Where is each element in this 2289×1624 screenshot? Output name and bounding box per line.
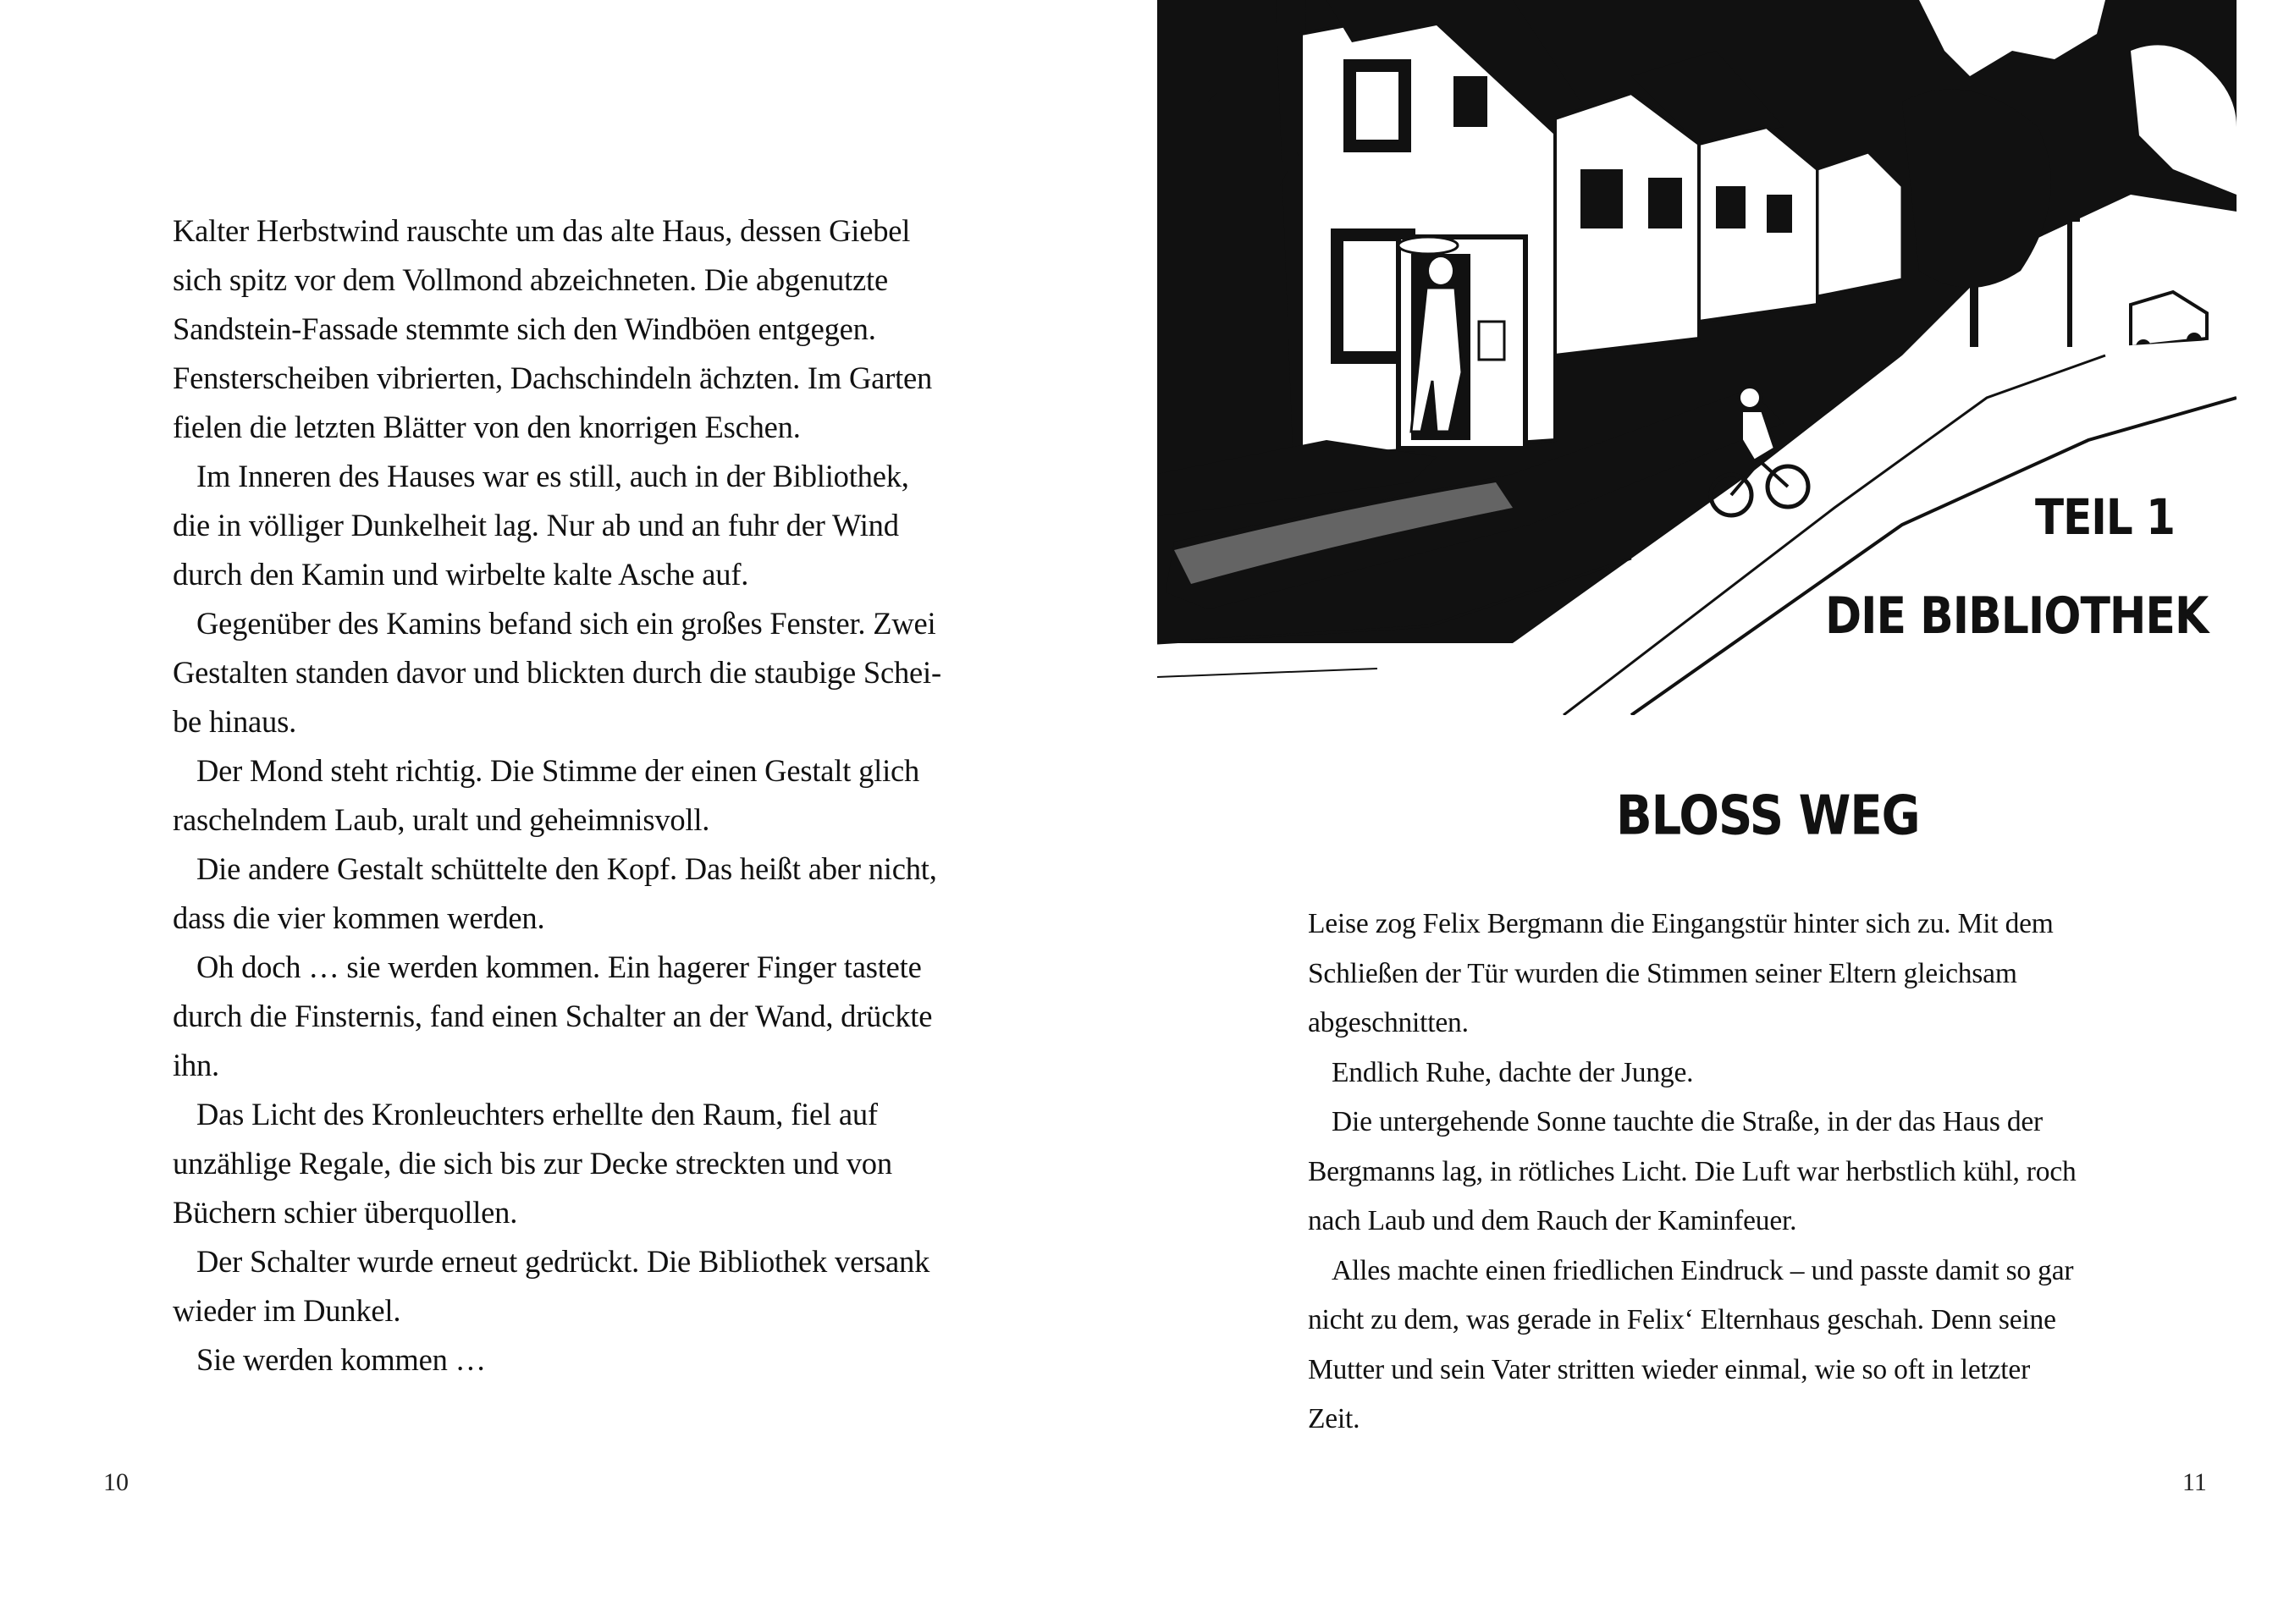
paragraph (173, 1335, 1011, 1385)
text-line: Sie werden kommen … (196, 1342, 486, 1377)
text-line: Im Inneren des Hauses war es still, auch in der Bibliothek, (196, 459, 909, 493)
text-line: Oh doch … sie werden kommen. Ein hagerer Finger tastete (196, 950, 922, 984)
text-line: Zeit. (1308, 1403, 1360, 1434)
left-body-text (173, 206, 1011, 1385)
text-line: Gegenüber des Kamins befand sich ein großes Fenster. Zwei (196, 606, 936, 641)
text-line: nicht zu dem, was gerade in Felix‘ Elternhaus geschah. Denn seine (1308, 1304, 2056, 1335)
text-line: Endlich Ruhe, dachte der Junge. (1332, 1056, 1694, 1088)
text-line: raschelndem Laub, uralt und geheimnisvoll. (173, 802, 710, 837)
part-title: DIE BIBLIOTHEK (1825, 587, 2209, 646)
text-line: wieder im Dunkel. (173, 1293, 401, 1328)
text-line: Leise zog Felix Bergmann die Eingangstür hinter sich zu. Mit dem (1308, 908, 2054, 939)
paragraph (173, 1090, 1011, 1237)
text-line: Mutter und sein Vater stritten wieder einmal, wie so oft in letzter (1308, 1353, 2031, 1385)
text-line: ihn. (173, 1048, 219, 1082)
text-line: Büchern schier überquollen. (173, 1195, 518, 1230)
text-line: Sandstein-Fassade stemmte sich den Windböen entgegen. (173, 311, 876, 346)
text-line: dass die vier kommen werden. (173, 900, 545, 935)
chapter-title: BLOSS WEG (1616, 784, 1920, 848)
text-line: unzählige Regale, die sich bis zur Decke streckten und von (173, 1146, 892, 1181)
text-line: Der Mond steht richtig. Die Stimme der einen Gestalt glich (196, 753, 920, 788)
paragraph (173, 845, 1011, 943)
text-line: Der Schalter wurde erneut gedrückt. Die Bibliothek versank (196, 1244, 930, 1279)
part-label: TEIL 1 (2035, 489, 2175, 546)
page-number-left: 10 (103, 1468, 129, 1496)
text-line: durch den Kamin und wirbelte kalte Asche auf. (173, 557, 749, 592)
paragraph (173, 746, 1011, 845)
text-line: be hinaus. (173, 704, 296, 739)
page-number-right: 11 (2182, 1468, 2207, 1496)
text-line: Gestalten standen davor und blickten durch die staubige Schei- (173, 655, 941, 690)
paragraph (173, 1237, 1011, 1335)
paragraph (1308, 1098, 2146, 1247)
right-body-text (1308, 900, 2146, 1445)
text-line: Kalter Herbstwind rauschte um das alte Haus, dessen Giebel (173, 213, 911, 248)
text-line: Die andere Gestalt schüttelte den Kopf. Das heißt aber nicht, (196, 851, 937, 886)
text-line: fielen die letzten Blätter von den knorrigen Eschen. (173, 410, 801, 444)
text-line: Alles machte einen friedlichen Eindruck – und passte damit so gar (1332, 1254, 2074, 1286)
paragraph (173, 943, 1011, 1090)
text-line: Schließen der Tür wurden die Stimmen seiner Eltern gleichsam (1308, 957, 2017, 989)
text-line: nach Laub und dem Rauch der Kaminfeuer. (1308, 1205, 1797, 1236)
paragraph (1308, 1247, 2146, 1445)
left-page (0, 0, 1144, 1624)
text-line: die in völliger Dunkelheit lag. Nur ab und an fuhr der Wind (173, 508, 899, 542)
paragraph (1308, 900, 2146, 1049)
paragraph (173, 452, 1011, 599)
paragraph (173, 599, 1011, 746)
text-line: sich spitz vor dem Vollmond abzeichneten. Die abgenutzte (173, 262, 888, 297)
text-line: Das Licht des Kronleuchters erhellte den Raum, fiel auf (196, 1097, 878, 1131)
paragraph (1308, 1049, 2146, 1098)
text-line: Die untergehende Sonne tauchte die Straße, in der das Haus der (1332, 1106, 2044, 1137)
text-line: durch die Finsternis, fand einen Schalter an der Wand, drückte (173, 999, 933, 1033)
paragraph (173, 206, 1011, 452)
text-line: Bergmanns lag, in rötliches Licht. Die Luft war herbstlich kühl, roch (1308, 1155, 2077, 1187)
text-line: abgeschnitten. (1308, 1007, 1469, 1038)
text-line: Fensterscheiben vibrierten, Dachschindeln ächzten. Im Garten (173, 361, 933, 395)
